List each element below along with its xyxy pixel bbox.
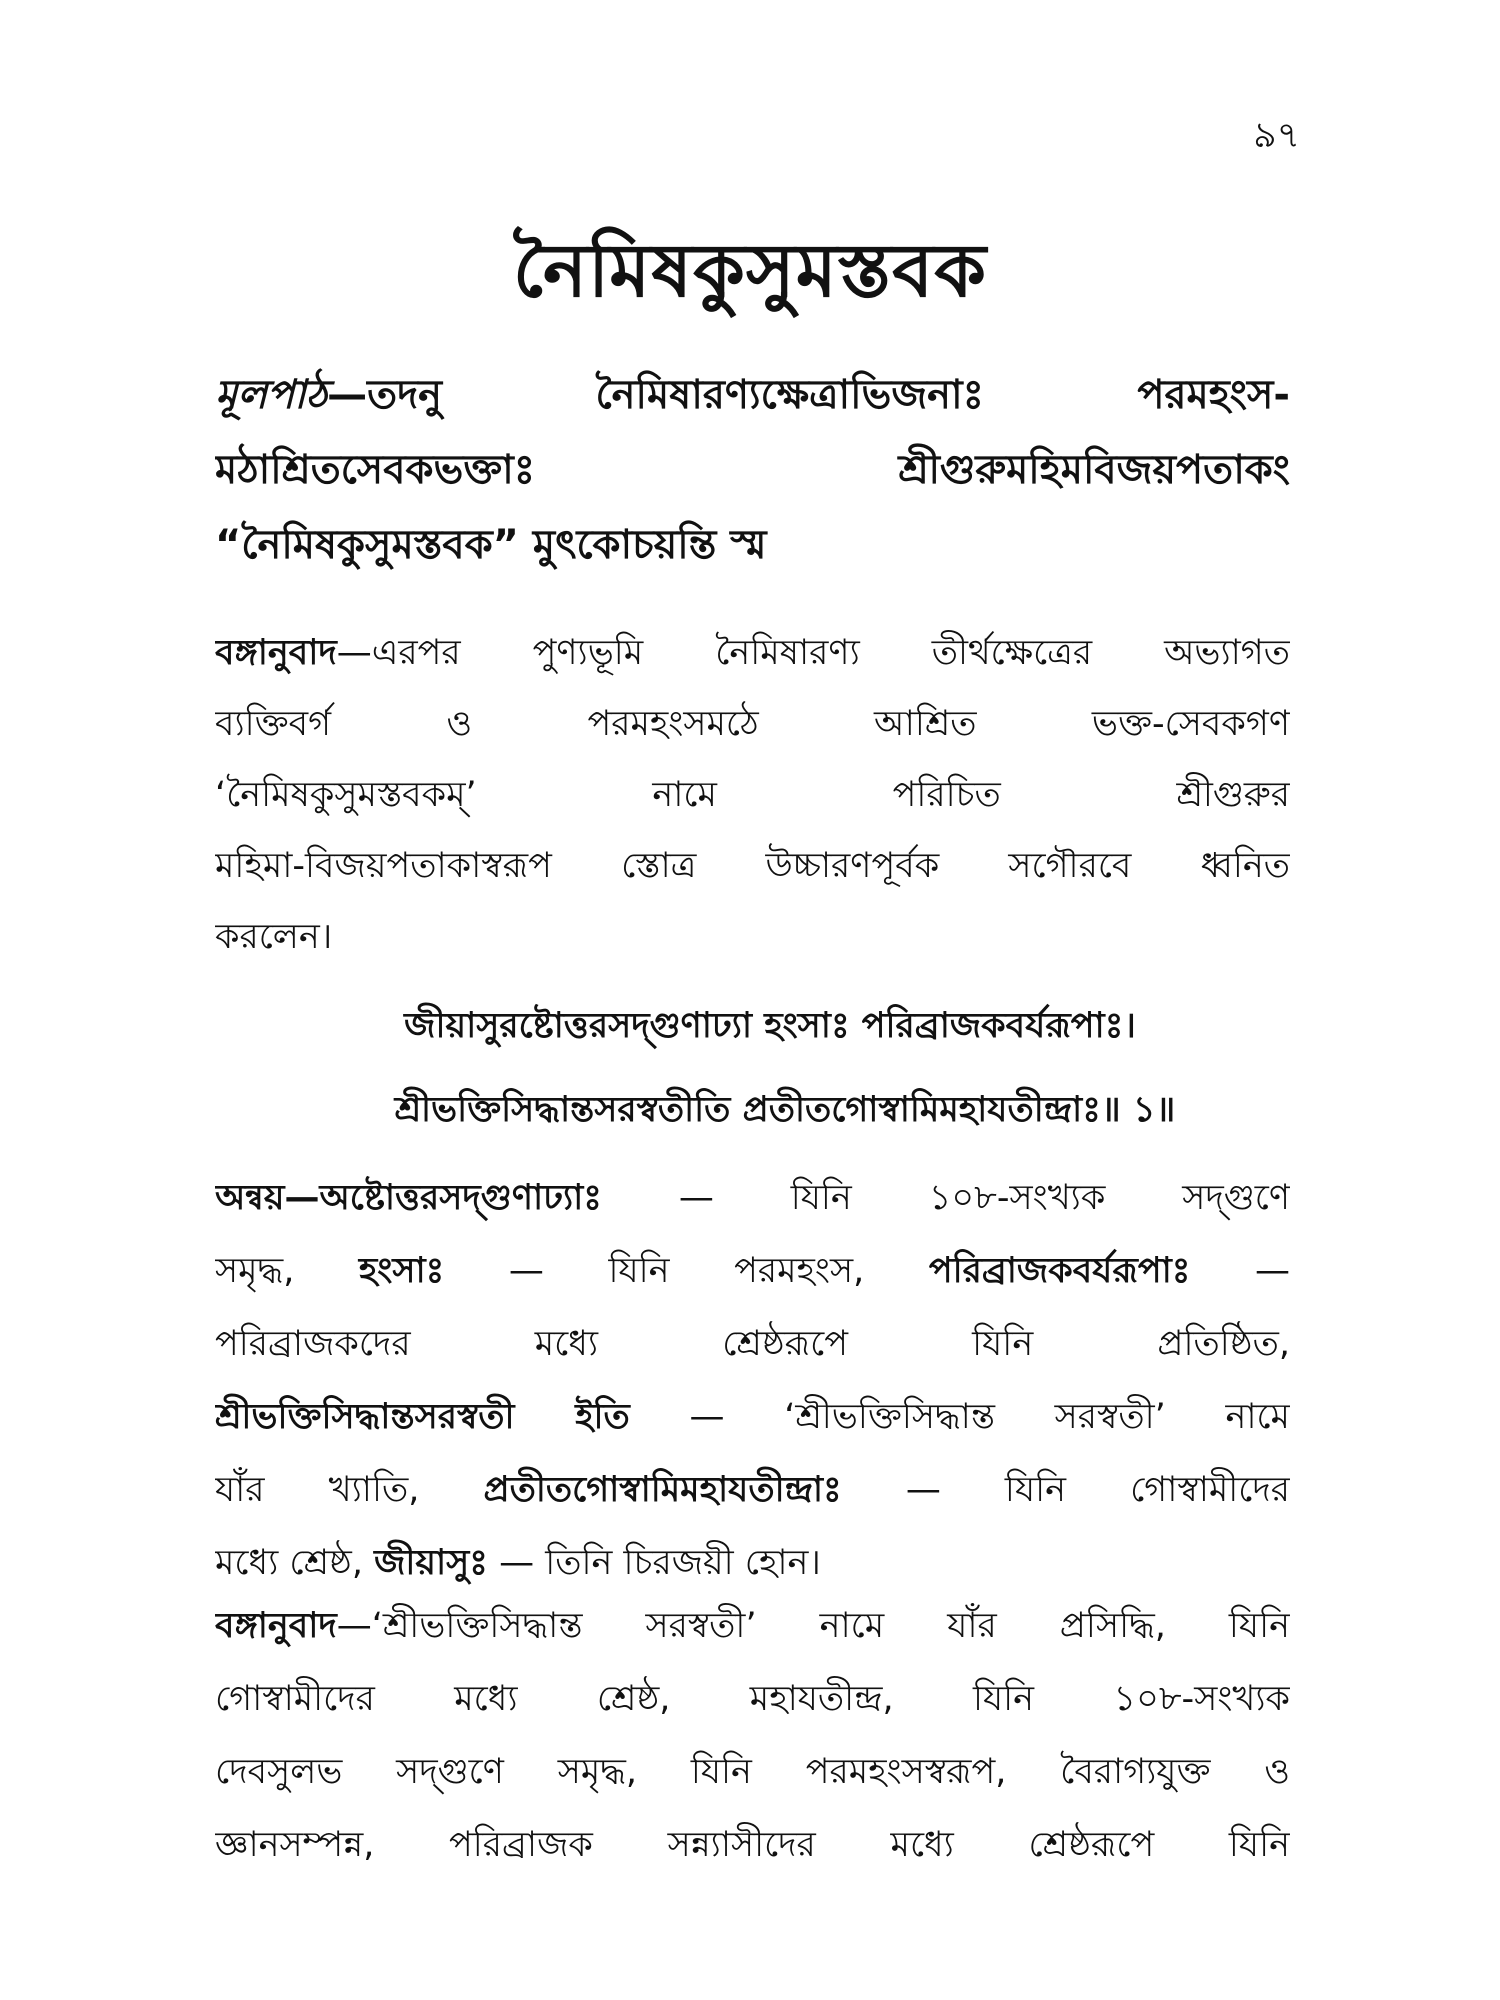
translation-1-line-1 [215, 618, 1290, 689]
anvay-term-3: পরিব্রাজকবর্যরূপাঃ [928, 1251, 1191, 1291]
translation-1-line-3: ‘নৈমিষকুসুমস্তবকম্’ নামে পরিচিত শ্রীগুরুর [215, 775, 1290, 815]
translation-2-line-1 [215, 1590, 1290, 1663]
anvay-term-2: হংসাঃ [358, 1251, 445, 1291]
anvay-line-5-pre: যাঁর খ্যাতি, [215, 1470, 484, 1510]
translation-2-line-1-text: —‘শ্রীভক্তিসিদ্ধান্ত সরস্বতী’ নামে যাঁর প্রসিদ্ধি, যিনি [336, 1606, 1290, 1646]
anvay-line-6-text: — তিনি চিরজয়ী হোন। [487, 1543, 821, 1583]
translation-1-line-1-text: —এরপর পুণ্যভূমি নৈমিষারণ্য তীর্থক্ষেত্রের অভ্যাগত [336, 633, 1290, 673]
anvay-line-5 [215, 1454, 1290, 1527]
mulpath-label: মূলপাঠ [215, 372, 328, 418]
anvay-paragraph [215, 1162, 1290, 1600]
translation-2-line-3: দেবসুলভ সদ্গুণে সমৃদ্ধ, যিনি পরমহংসস্বরূপ, বৈরাগ্যযুক্ত ও [215, 1752, 1290, 1792]
mulpath-paragraph [215, 358, 1290, 583]
anvay-line-4 [215, 1381, 1290, 1454]
translation-2-line-4: জ্ঞানসম্পন্ন, পরিব্রাজক সন্ন্যাসীদের মধ্যে শ্রেষ্ঠরূপে যিনি [215, 1825, 1290, 1865]
anvay-line-5-text: — যিনি গোস্বামীদের [841, 1470, 1290, 1510]
translation-1-label: বঙ্গানুবাদ [215, 633, 337, 673]
translation-2-line-2: গোস্বামীদের মধ্যে শ্রেষ্ঠ, মহাযতীন্দ্র, যিনি ১০৮-সংখ্যক [215, 1679, 1290, 1719]
anvay-term-4: শ্রীভক্তিসিদ্ধান্তসরস্বতী ইতি [215, 1397, 630, 1437]
anvay-line-1 [215, 1162, 1290, 1235]
verse-line-2: শ্রীভক্তিসিদ্ধান্তসরস্বতীতি প্রতীতগোস্বামিমহাযতীন্দ্রাঃ॥ ১॥ [394, 1090, 1176, 1130]
translation-1-line-5: করলেন। [215, 917, 333, 957]
anvay-line-3: পরিব্রাজকদের মধ্যে শ্রেষ্ঠরূপে যিনি প্রতিষ্ঠিত, [215, 1324, 1290, 1364]
anvay-line-2-pre: সমৃদ্ধ, [215, 1251, 359, 1291]
anvay-term-6: জীয়াসুঃ [374, 1543, 488, 1583]
anvay-line-4-text: — ‘শ্রীভক্তিসিদ্ধান্ত সরস্বতী’ নামে [629, 1397, 1290, 1437]
anvay-line-2 [215, 1235, 1290, 1308]
anvay-term-1: অষ্টোত্তরসদ্গুণাঢ্যাঃ [319, 1178, 602, 1218]
anvay-line-1-text: — যিনি ১০৮-সংখ্যক সদ্গুণে [601, 1178, 1290, 1218]
anvay-line-2-mid: — যিনি পরমহংস, [444, 1251, 929, 1291]
page-number: ৯৭ [1253, 115, 1300, 156]
mulpath-line-3: “নৈমিষকুসুমস্তবক” মুৎকোচয়ন্তি স্ম [215, 522, 767, 568]
page-title: নৈমিষকুসুমস্তবক [512, 228, 988, 314]
anvay-dash: — [284, 1178, 320, 1218]
translation-1-line-2: ব্যক্তিবর্গ ও পরমহংসমঠে আশ্রিত ভক্ত-সেবকগণ [215, 704, 1290, 744]
anvay-line-6-pre: মধ্যে শ্রেষ্ঠ, [215, 1543, 375, 1583]
translation-2-label: বঙ্গানুবাদ [215, 1606, 337, 1646]
translation-1-line-4: মহিমা-বিজয়পতাকাস্বরূপ স্তোত্র উচ্চারণপূর্বক সগৌরবে ধ্বনিত [215, 846, 1290, 886]
mulpath-line-2: মঠাশ্রিতসেবকভক্তাঃ শ্রীগুরুমহিমবিজয়পতাকং [215, 447, 1290, 493]
anvay-line-2-end: — [1190, 1251, 1290, 1291]
mulpath-line-1-text: —তদনু নৈমিষারণ্যক্ষেত্রাভিজনাঃ পরমহংস- [327, 372, 1290, 418]
mulpath-line-1 [215, 358, 1290, 433]
verse-line-1: জীয়াসুরষ্টোত্তরসদ্গুণাঢ্যা হংসাঃ পরিব্রাজকবর্যরূপাঃ। [404, 1006, 1136, 1046]
anvay-term-5: প্রতীতগোস্বামিমহাযতীন্দ্রাঃ [483, 1470, 842, 1510]
translation-paragraph-2 [215, 1590, 1290, 1882]
anvay-label: অন্বয় [215, 1178, 285, 1218]
translation-paragraph-1 [215, 618, 1290, 973]
